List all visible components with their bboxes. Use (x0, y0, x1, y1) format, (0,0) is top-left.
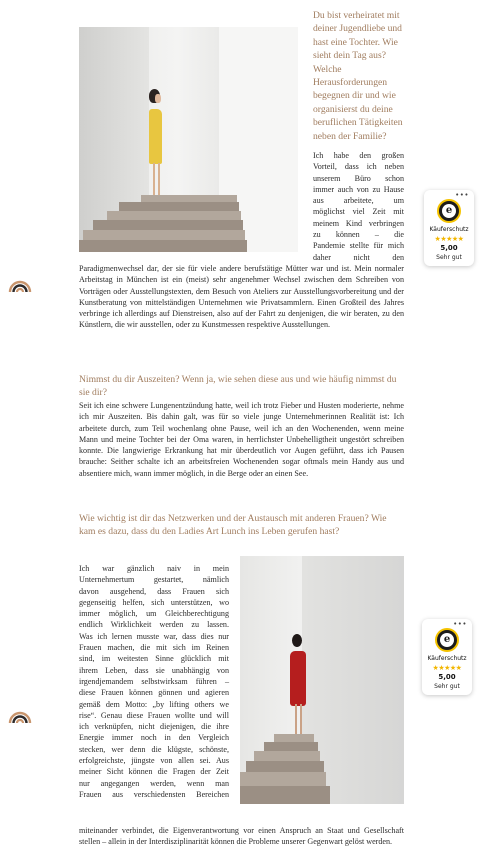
trusted-shops-seal-icon: e (437, 199, 461, 223)
answer-family-day-column: Ich habe den großen Vorteil, dass ich neben unserem Büro schon immer auch von zu Hause aus arbeitete, um möglichst viel Zeit mit meinem Kind verbringen zu können – die Pandemie stellte für mich daher nicht den (313, 151, 404, 262)
badge-rating: Sehr gut (434, 683, 460, 690)
question-networking: Wie wichtig ist dir das Netzwerken und der Austausch mit anderen Frauen? Wie kam es dazu, dass du den Ladies Art Lunch ins Leben gerufen hast? (79, 513, 387, 538)
more-options-icon[interactable]: ••• (453, 620, 467, 628)
rainbow-icon[interactable] (8, 710, 32, 724)
badge-rating: Sehr gut (436, 254, 462, 261)
portrait-photo-yellow-dress (79, 27, 298, 252)
rainbow-icon[interactable] (8, 279, 32, 293)
badge-score: 5,00 (440, 244, 458, 252)
more-options-icon[interactable]: ••• (455, 191, 469, 199)
question-family-day: Du bist verheiratet mit deiner Jugendliebe und hast eine Tochter. Wie sieht dein Tag aus? Welche Herausforderungen begegnen dir und wie organisierst du deine beruflichen Tätigkeiten neben der Familie? (313, 10, 403, 142)
badge-label: Käuferschutz (427, 655, 467, 662)
answer-family-day-full: Paradigmenwechsel dar, der sie für viele andere berufstätige Mütter war und ist. Mein normaler Arbeitstag in München ist ein (meist) sehr angenehmer Wechsel zwischen dem Schreiben von Vorträgen oder Ausstellungstexten, dem Besuch von Ateliers zur Ausstellungsvorbereitung und der Kunstberatung von mittelständigen Unternehmen wie Privatsammlern. Einen Großteil des Jahres verbringe ich allerdings auf Dienstreisen, also auf der Fahrt zu denjenigen, die wir beraten, zu den Künstlern, die wir ausstellen, oder zu Kunstmessen respektive Ausstellungen. (79, 264, 404, 330)
trusted-shops-badge[interactable] (424, 190, 474, 266)
answer-timeouts: Seit ich eine schwere Lungenentzündung hatte, weil ich trotz Fieber und Husten moderierte, nehme ich mir Auszeiten. Bis dahin galt, was für so viele junge Unternehmerinnen Realität ist: Ich arbeitete durch, zum Teil wochenlang ohne Pause, weil ich an den Wochenenden, wenn meine Mann und meine Tochter bei der Oma waren, in herrlichster Unbehelligtheit ungestört schreiben konnte. Die langwierige Erkrankung hat mir überdeutlich vor Augen geführt, dass ich Pausen brauche: Seither schalte ich an arbeitsfreien Wochenenden sogar oftmals mein Handy aus und absentiere mich, wann immer möglich, in die Berge oder an einen See. (79, 401, 404, 478)
answer-networking-full: miteinander verbindet, die Eigenverantwortung vor einen Anspruch an Staat und Gesellschaft stellen – allein in der Interdisziplinarität können die Probleme unserer Gegenwart gelöst werden. (79, 826, 404, 847)
star-icon: ★★★★★ (434, 235, 464, 243)
answer-networking-column: Ich war gänzlich naiv in mein Unternehmertum gestartet, nämlich davon ausgehend, dass Frauen sich gegenseitig helfen, sich unterstützen, wo immer möglich, um Gleichberechtigung endlich Wirklichkeit werden zu lassen. Was ich lernen musste war, dass dies nur Frauen machen, die mit sich im Reinen sind, im weitesten Sinne glücklich mit ihrem Leben, dass sie unabhängig von irgendjemandem selbstwirksam führen – diese Frauen können gönnen und agieren gemäß dem Motto: „by lifting others we rise“. Genau diese Frauen wollte und will ich verknüpfen, nicht diejenigen, die ihre Energie immer noch in den Vergleich stecken, wer denn die klügste, schönste, erfolgreichste, jüngste von allen sei. Aus meiner Sicht können die Fragen der Zeit nur angegangen werden, wenn man Frauen aus verschiedensten Bereichen (79, 564, 229, 799)
portrait-photo-red-dress (240, 556, 404, 804)
trusted-shops-seal-icon: e (435, 628, 459, 652)
badge-score: 5,00 (438, 673, 456, 681)
badge-label: Käuferschutz (429, 226, 469, 233)
trusted-shops-badge-2[interactable] (422, 619, 472, 695)
star-icon: ★★★★★ (432, 664, 462, 672)
question-timeouts: Nimmst du dir Auszeiten? Wenn ja, wie sehen diese aus und wie häufig nimmst du sie dir? (79, 374, 397, 399)
